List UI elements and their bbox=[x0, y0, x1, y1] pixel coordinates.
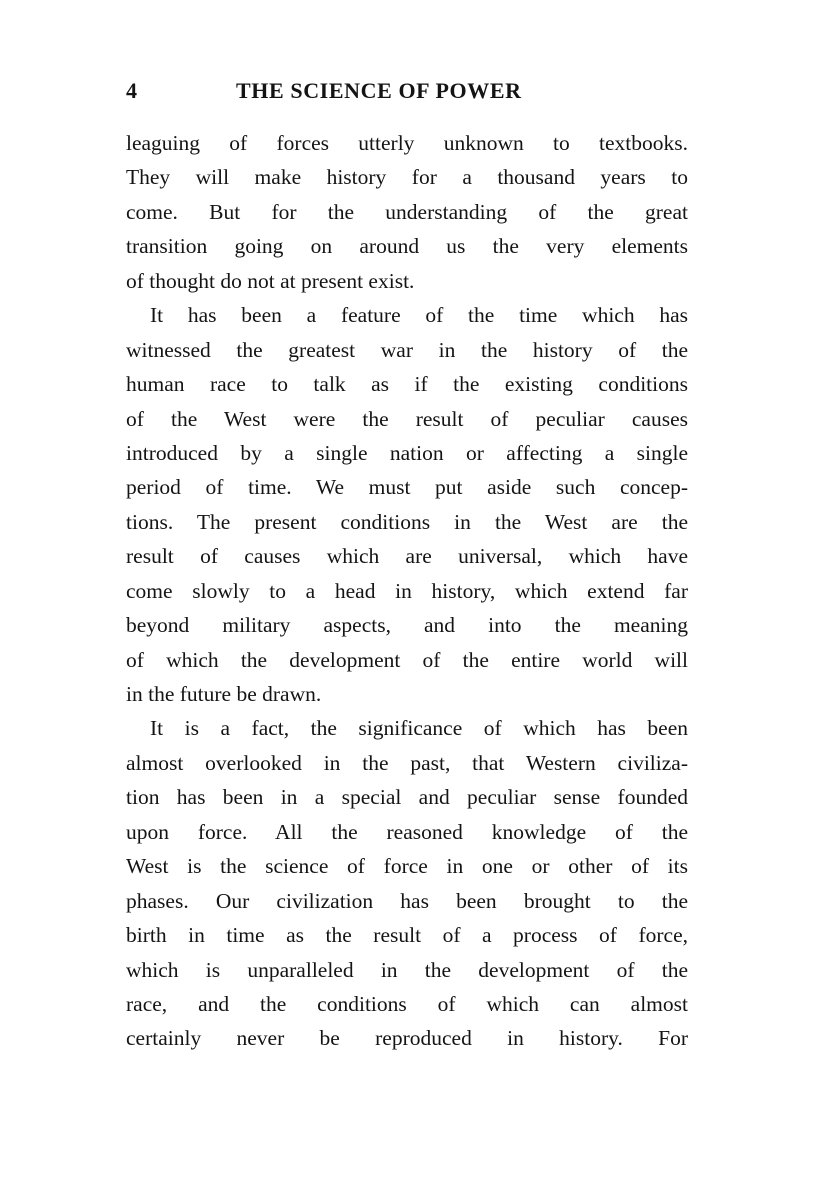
text-line: It has been a feature of the time which has bbox=[150, 303, 688, 328]
text-line: come slowly to a head in history, which extend far bbox=[126, 578, 688, 603]
text-line: of the West were the result of peculiar causes bbox=[126, 406, 688, 431]
paragraph-3 bbox=[126, 711, 688, 1055]
text-line: which is unparalleled in the development of the bbox=[126, 957, 688, 982]
page-number: 4 bbox=[126, 78, 137, 103]
text-line: tion has been in a special and peculiar sense founded bbox=[126, 785, 688, 810]
text-line: of which the development of the entire world will bbox=[126, 647, 688, 672]
text-line: phases. Our civilization has been brought to the bbox=[126, 888, 688, 913]
text-line: birth in time as the result of a process of force, bbox=[126, 923, 688, 948]
text-line: in the future be drawn. bbox=[126, 682, 322, 706]
text-line: human race to talk as if the existing conditions bbox=[126, 372, 688, 397]
text-line: witnessed the greatest war in the history of the bbox=[126, 337, 688, 362]
text-line: transition going on around us the very elements bbox=[126, 234, 688, 259]
text-line: They will make history for a thousand years to bbox=[126, 165, 688, 190]
text-line: come. But for the understanding of the great bbox=[126, 199, 688, 224]
text-line: It is a fact, the significance of which has been bbox=[150, 716, 688, 741]
body-text bbox=[126, 126, 688, 1056]
text-line: beyond military aspects, and into the meaning bbox=[126, 613, 688, 638]
running-head bbox=[126, 76, 688, 106]
book-title: THE SCIENCE OF POWER bbox=[236, 78, 522, 103]
text-line: upon force. All the reasoned knowledge of the bbox=[126, 819, 688, 844]
text-line: leaguing of forces utterly unknown to textbooks. bbox=[126, 131, 688, 155]
paragraph-2 bbox=[126, 298, 688, 711]
text-line: certainly never be reproduced in history. For bbox=[126, 1026, 688, 1051]
text-line: West is the science of force in one or other of its bbox=[126, 854, 688, 879]
text-line: result of causes which are universal, which have bbox=[126, 544, 688, 569]
text-line: race, and the conditions of which can almost bbox=[126, 991, 688, 1016]
text-line: of thought do not at present exist. bbox=[126, 268, 415, 293]
text-line: almost overlooked in the past, that Western civiliza- bbox=[126, 750, 688, 775]
text-line: tions. The present conditions in the West are the bbox=[126, 509, 688, 534]
paragraph-1 bbox=[126, 126, 688, 298]
text-line: period of time. We must put aside such concep- bbox=[126, 475, 688, 500]
text-line: introduced by a single nation or affecting a single bbox=[126, 440, 688, 465]
